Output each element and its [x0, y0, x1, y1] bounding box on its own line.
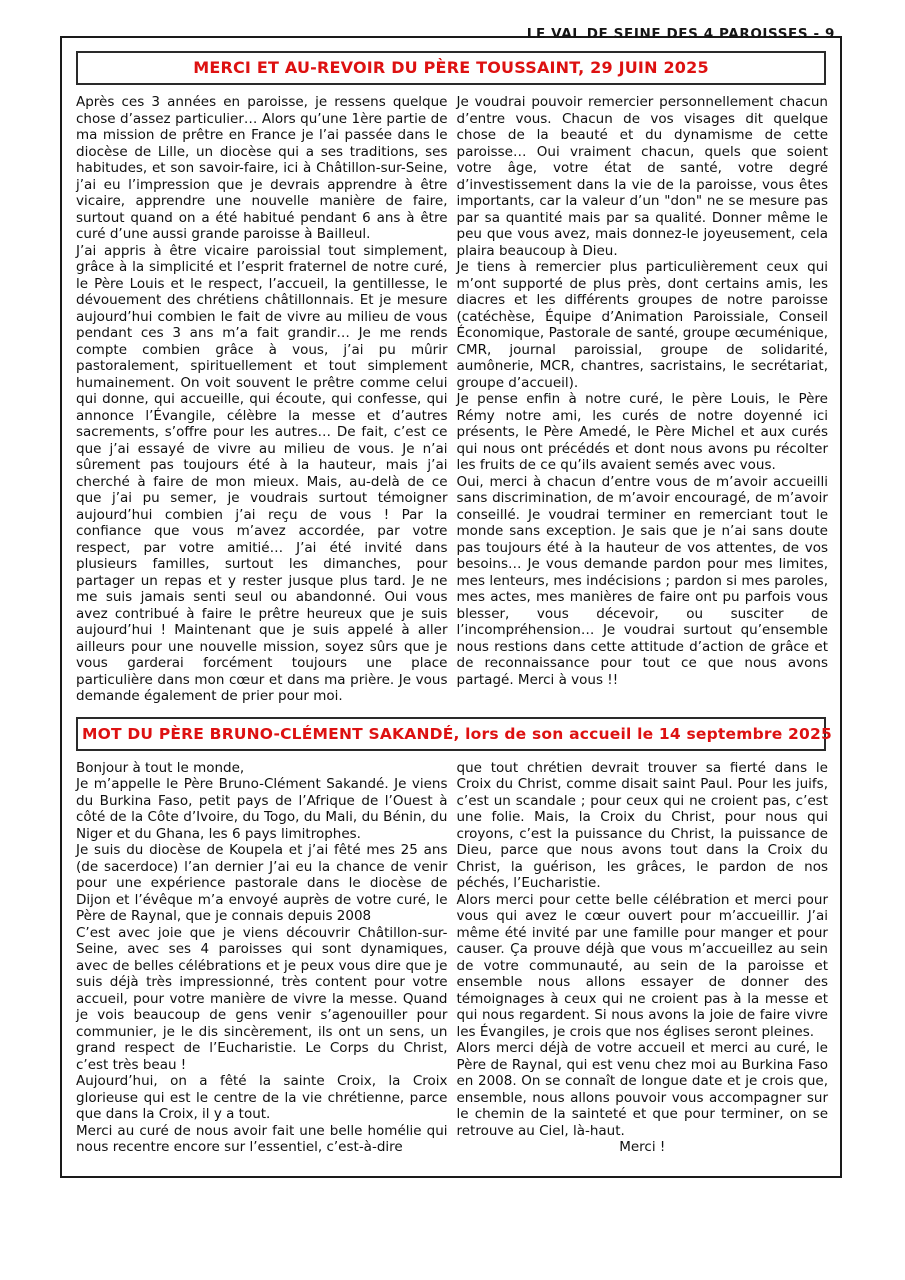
paragraph: Je pense enfin à notre curé, le père Louis, le Père Rémy notre ami, les curés de notre doyenné ici présents, le Père Amedé, le Père Michel et aux curés qui nous ont précédés et dont nous avons pu récolter les fruits de ce qu’ils avaient semés avec vous. [456, 391, 828, 473]
article-1-column-left [76, 94, 448, 705]
article-1-body [62, 85, 840, 711]
article-2-column-left [76, 760, 448, 1156]
paragraph: Je suis du diocèse de Koupela et j’ai fêté mes 25 ans (de sacerdoce) l’an dernier J’ai eu la chance de venir pour une expérience pastorale dans le diocèse de Dijon et l’évêque m’a envoyé auprès de votre curé, le Père de Raynal, que je connais depuis 2008 [76, 842, 448, 924]
article-2-title-box [76, 717, 832, 751]
paragraph: que tout chrétien devrait trouver sa fierté dans le Croix du Christ, comme disait saint Paul. Pour les juifs, c’est un scandale ; pour ceux qui ne croient pas, c’est une folie. Mais, la Croix du Christ, pour nous qui croyons, c’est la puissance du Christ, la puissance de Dieu, parce que nous avons tout dans la Croix du Christ, la guérison, les grâces, le pardon de nos péchés, l’Eucharistie. [456, 759, 828, 891]
paragraph: Aujourd’hui, on a fêté la sainte Croix, la Croix glorieuse qui est le centre de la vie chrétienne, parce que dans la Croix, il y a tout. [76, 1073, 448, 1122]
paragraph: Oui, merci à chacun d’entre vous de m’avoir accueilli sans discrimination, de m’avoir encouragé, de m’avoir conseillé. Je voudrai terminer en remerciant tout le monde sans exception. Je sais que je n’ai sans doute pas toujours été à la hauteur de vos attentes, de vos besoins… Je vous demande pardon pour mes limites, mes lenteurs, mes indécisions ; pardon si mes paroles, mes actes, mes manières de faire ont pu parfois vous blesser, vous décevoir, ou susciter de l’incompréhension… Je voudrai surtout qu’ensemble nous restions dans cette attitude d’action de grâce et de reconnaissance pour tout ce que nous avons partagé. Merci à vous !! [456, 473, 828, 688]
paragraph: Alors merci pour cette belle célébration et merci pour vous qui avez le cœur ouvert pour m’accueillir. J’ai même été invité par une famille pour manger et pour causer. Ça prouve déjà que vous m’accueillez au sein de votre communauté, au sein de la paroisse et ensemble nous allons essayer de donner des témoignages à ceux qui ne croient pas à la messe et qui nous regardent. Si nous avons la joie de faire vivre les Évangiles, je crois que nos églises seront pleines. [456, 891, 828, 1040]
paragraph: J’ai appris à être vicaire paroissial tout simplement, grâce à la simplicité et l’esprit fraternel de notre curé, le Père Louis et le respect, l’accueil, la gentillesse, le dévouement des chrétiens châtillonnais. Et je mesure aujourd’hui combien le fait de vivre au milieu de vous pendant ces 3 ans m’a fait grandir… Je me rends compte combien grâce à vous, j’ai pu mûrir pastoralement, spirituellement et tout simplement humainement. On voit souvent le prêtre comme celui qui donne, qui accueille, qui écoute, qui confesse, qui annonce l’Évangile, célèbre la messe et d’autres sacrements, s’offre pour les autres… De fait, c’est ce que j’ai essayé de vivre au milieu de vous. Je n’ai sûrement pas toujours été à la hauteur, mais j’ai cherché à faire de mon mieux. Mais, au-delà de ce que j’ai pu semer, je voudrais surtout témoigner aujourd’hui combien j’ai reçu de vous ! Par la confiance que vous m’avez accordée, par votre respect, par votre amitié… J’ai été invité dans plusieurs familles, surtout les dimanches, pour partager un repas et y rester jusque plus tard. Je ne me suis jamais senti seul ou abandonné. Oui vous avez contribué à faire le prêtre heureux que je suis aujourd’hui ! Maintenant que je suis appelé à aller ailleurs pour une nouvelle mission, soyez sûrs que je vous garderai forcément toujours une place particulière dans mon cœur et dans ma prière. Je vous demande également de prier pour moi. [76, 242, 448, 704]
closing-thanks: Merci ! [619, 1139, 666, 1155]
article-1-column-right [457, 94, 829, 705]
article-1-headline: MERCI ET AU-REVOIR DU PÈRE TOUSSAINT, 29 JUIN 2025 [193, 58, 709, 77]
article-2-body [62, 751, 840, 1162]
paragraph: Après ces 3 années en paroisse, je ressens quelque chose d’assez particulier… Alors qu’une 1ère partie de ma mission de prêtre en France je l’ai passée dans le diocèse de Lille, un diocèse qui a ses traditions, ses habitudes, et son savoir-faire, ici à Châtillon-sur-Seine, j’ai eu l’impression que je devrais apprendre à être vicaire, apprendre une nouvelle manière de faire, surtout quand on a été habitué pendant 6 ans à être curé d’une aussi grande paroisse à Bailleul. [76, 94, 448, 242]
article-2-column-right [457, 760, 829, 1156]
paragraph: Je m’appelle le Père Bruno-Clément Sakandé. Je viens du Burkina Faso, petit pays de l’Afrique de l’Ouest à côté de la Côte d’Ivoire, du Togo, du Mali, du Bénin, du Niger et du Ghana, les 6 pays limitrophes. [76, 776, 448, 842]
paragraph: Alors merci déjà de votre accueil et merci au curé, le Père de Raynal, qui est venu chez moi au Burkina Faso en 2008. On se connaît de longue date et je crois que, ensemble, nous allons pouvoir vous accompagner sur le chemin de la sainteté et que pour terminer, on se retrouve au Ciel, là-haut. [456, 1040, 828, 1139]
paragraph: Bonjour à tout le monde, [76, 759, 245, 776]
paragraph: Je voudrai pouvoir remercier personnellement chacun d’entre vous. Chacun de vos visages dit quelque chose de la beauté et du dynamisme de cette paroisse… Oui vraiment chacun, quels que soient votre âge, votre état de santé, votre degré d’investissement dans la vie de la paroisse, vous êtes importants, car la valeur d’un "don" ne se mesure pas par sa quantité mais par sa qualité. Donner même le peu que vous avez, mais donnez-le joyeusement, cela plaira beaucoup à Dieu. [456, 94, 828, 259]
page-content-frame [60, 36, 842, 1178]
page-header [0, 0, 835, 42]
paragraph: Merci au curé de nous avoir fait une belle homélie qui nous recentre encore sur l’essentiel, c’est-à-dire [76, 1122, 448, 1155]
article-1-title-box [76, 51, 826, 85]
paragraph: Je tiens à remercier plus particulièrement ceux qui m’ont supporté de plus près, dont certains amis, les diacres et les différents groupes de notre paroisse (catéchèse, Équipe d’Animation Paroissiale, Conseil Économique, Pastorale de santé, groupe œcuménique, CMR, journal paroissial, groupe de solidarité, aumônerie, MCR, chantres, sacristains, le secrétariat, groupe d’accueil). [456, 259, 828, 391]
newsletter-title-page-number: LE VAL DE SEINE DES 4 PAROISSES - 9 [526, 26, 835, 42]
article-2-headline: MOT DU PÈRE BRUNO-CLÉMENT SAKANDÉ, lors de son accueil le 14 septembre 2025 [82, 724, 832, 743]
paragraph: C’est avec joie que je viens découvrir Châtillon-sur-Seine, avec ses 4 paroisses qui sont dynamiques, avec de belles célébrations et je peux vous dire que je suis déjà très impressionné, très content pour votre accueil, pour votre manière de vivre la messe. Quand je vois beaucoup de gens venir s’agenouiller pour communier, je le dis sincèrement, ils ont un sens, un grand respect de l’Eucharistie. Le Corps du Christ, c’est très beau ! [76, 924, 448, 1073]
